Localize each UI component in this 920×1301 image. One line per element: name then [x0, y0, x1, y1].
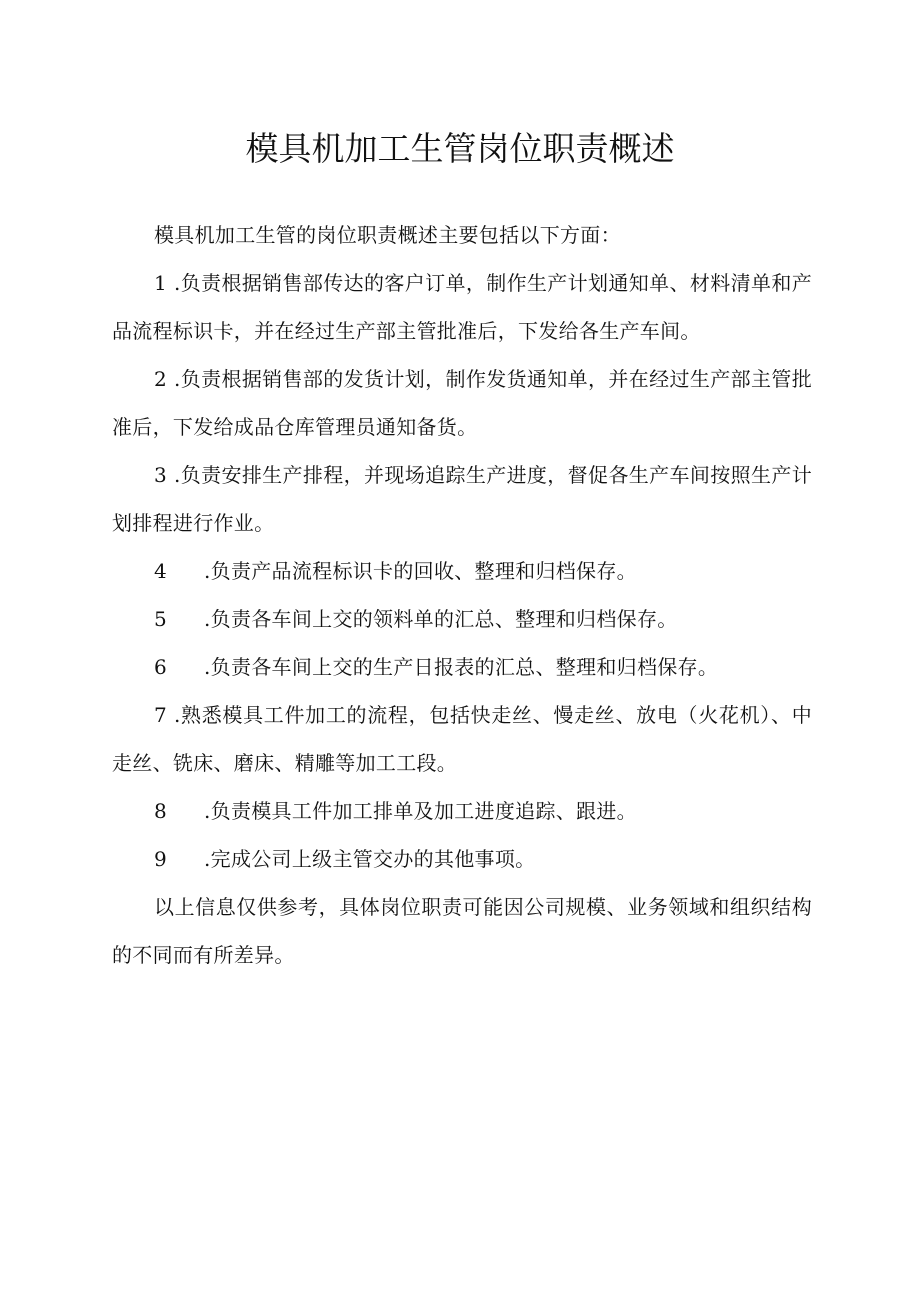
item-text: .负责根据销售部传达的客户订单，制作生产计划通知单、材料清单和产品流程标识卡，并在经过生产部主管批准后，下发给各生产车间。 — [112, 271, 812, 343]
item-text: .负责安排生产排程，并现场追踪生产进度，督促各生产车间按照生产计划排程进行作业。 — [112, 463, 812, 535]
item-number: 5 — [154, 607, 168, 631]
item-text: .完成公司上级主管交办的其他事项。 — [204, 847, 536, 871]
item-number: 7 — [154, 703, 168, 727]
item-number: 9 — [154, 847, 168, 871]
duty-item-7 — [112, 691, 812, 787]
item-number: 1 — [154, 271, 168, 295]
duty-item-9 — [112, 835, 812, 883]
duty-item-3 — [112, 451, 812, 547]
duty-item-5 — [112, 595, 812, 643]
duty-item-6 — [112, 643, 812, 691]
item-text: .负责模具工件加工排单及加工进度追踪、跟进。 — [204, 799, 637, 823]
item-number: 6 — [154, 655, 168, 679]
duty-item-8 — [112, 787, 812, 835]
document-body — [112, 211, 812, 979]
item-text: .负责各车间上交的领料单的汇总、整理和归档保存。 — [204, 607, 678, 631]
item-number: 2 — [154, 367, 168, 391]
item-text: .负责根据销售部的发货计划，制作发货通知单，并在经过生产部主管批准后，下发给成品仓库管理员通知备货。 — [112, 367, 812, 439]
duty-item-4 — [112, 547, 812, 595]
duty-item-1 — [112, 259, 812, 355]
closing-paragraph: 以上信息仅供参考，具体岗位职责可能因公司规模、业务领域和组织结构的不同而有所差异。 — [112, 895, 812, 967]
item-text: .负责各车间上交的生产日报表的汇总、整理和归档保存。 — [204, 655, 719, 679]
item-text: .负责产品流程标识卡的回收、整理和归档保存。 — [204, 559, 637, 583]
item-text: .熟悉模具工件加工的流程，包括快走丝、慢走丝、放电（火花机）、中走丝、铣床、磨床、精雕等加工工段。 — [112, 703, 812, 775]
duty-item-2 — [112, 355, 812, 451]
item-number: 4 — [154, 559, 168, 583]
document-title: 模具机加工生管岗位职责概述 — [245, 129, 675, 168]
intro-paragraph: 模具机加工生管的岗位职责概述主要包括以下方面： — [154, 223, 621, 247]
item-number: 3 — [154, 463, 168, 487]
item-number: 8 — [154, 799, 168, 823]
